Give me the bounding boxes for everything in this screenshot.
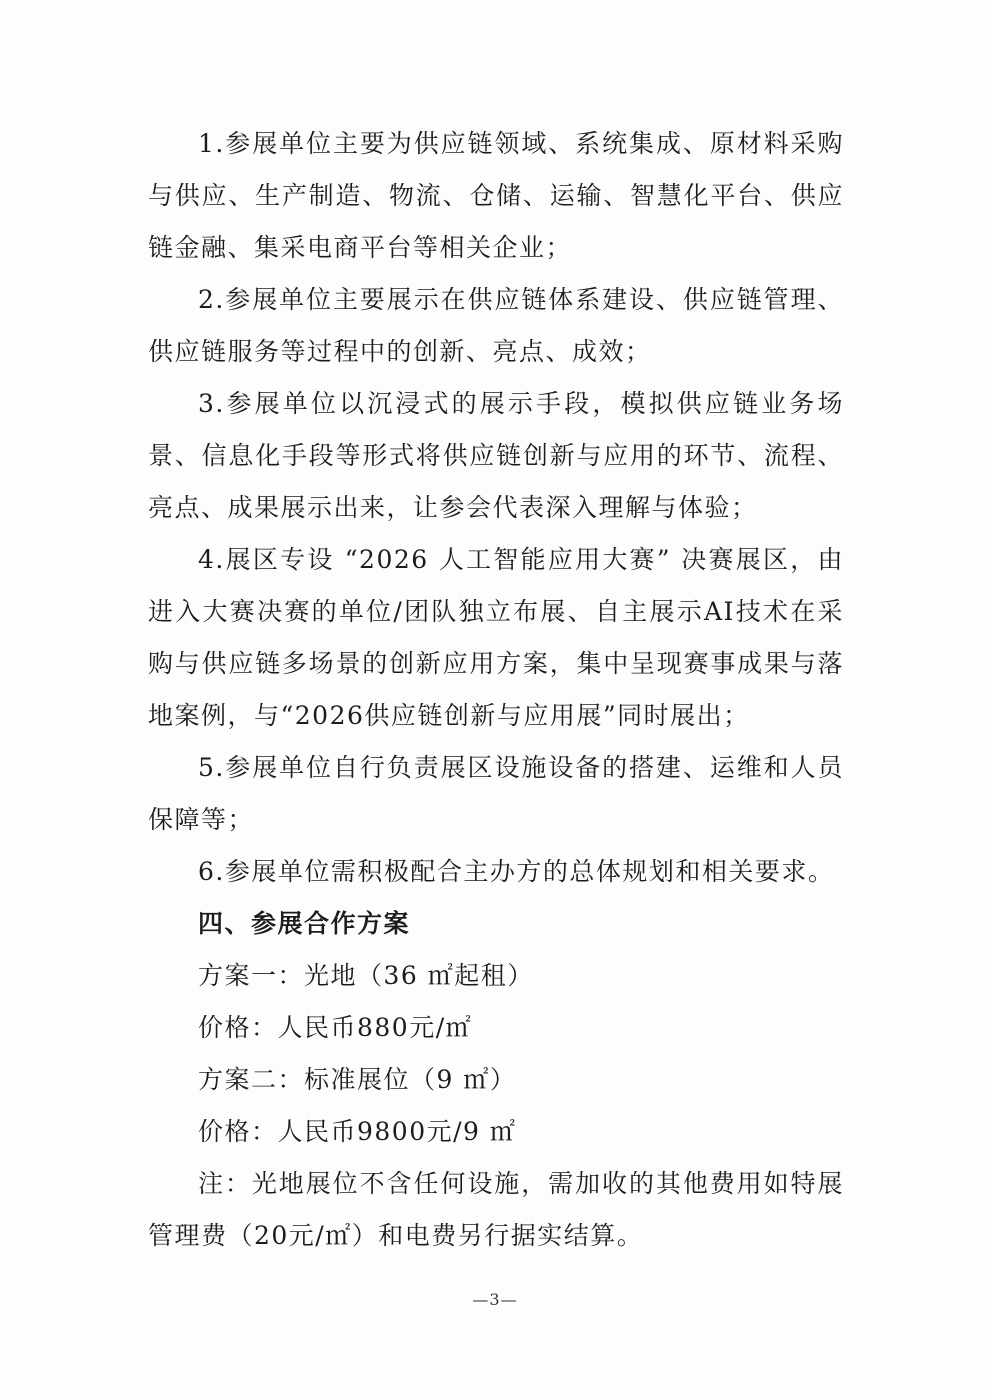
paragraph-5: 5.参展单位自行负责展区设施设备的搭建、运维和人员保障等； (148, 753, 844, 834)
section-heading: 四、参展合作方案 (198, 909, 411, 938)
page-number: —3— (472, 1290, 518, 1309)
paragraph-1: 1.参展单位主要为供应链领域、系统集成、原材料采购与供应、生产制造、物流、仓储、运输、智慧化平台、供应链金融、集采电商平台等相关企业； (148, 129, 844, 262)
plan-two-line: 方案二：标准展位（9 ㎡） (198, 1065, 517, 1094)
paragraph-6: 6.参展单位需积极配合主办方的总体规划和相关要求。 (198, 857, 835, 886)
plan-one-line: 方案一：光地（36 ㎡起租） (198, 961, 534, 990)
plan-one-price: 价格：人民币880元/㎡ (198, 1013, 473, 1042)
plan-note: 注：光地展位不含任何设施，需加收的其他费用如特展管理费（20元/㎡）和电费另行据实结算。 (148, 1169, 844, 1250)
document-body (148, 118, 844, 1262)
plan-two-price: 价格：人民币9800元/9 ㎡ (198, 1117, 517, 1146)
paragraph-4: 4.展区专设 “2026 人工智能应用大赛” 决赛展区，由进入大赛决赛的单位/团队独立布展、自主展示AI技术在采购与供应链多场景的创新应用方案，集中呈现赛事成果与落地案例，与“2026供应链创新与应用展”同时展出； (148, 545, 844, 730)
paragraph-2: 2.参展单位主要展示在供应链体系建设、供应链管理、供应链服务等过程中的创新、亮点、成效； (148, 285, 844, 366)
paragraph-3: 3.参展单位以沉浸式的展示手段，模拟供应链业务场景、信息化手段等形式将供应链创新与应用的环节、流程、亮点、成果展示出来，让参会代表深入理解与体验； (148, 389, 844, 522)
